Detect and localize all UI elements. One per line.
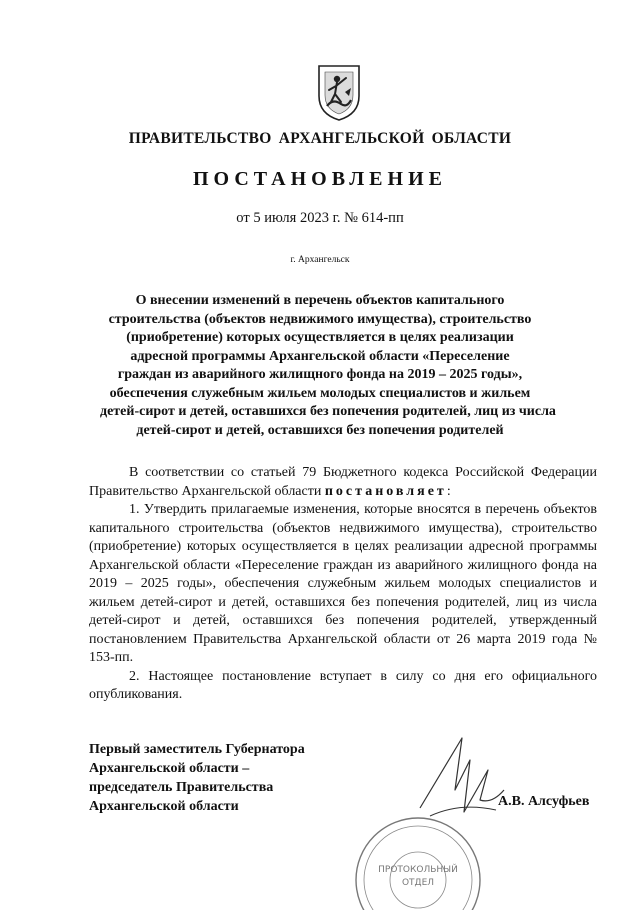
official-stamp [340, 800, 490, 910]
intro-end: : [446, 483, 451, 499]
position-line: Первый заместитель Губернатора [89, 742, 305, 757]
stamp-text-1: ПРОТОКОЛЬНЫЙ [378, 865, 458, 875]
signatory-position [89, 740, 305, 816]
heading-line: адресной программы Архангельской области «Переселение [130, 348, 510, 364]
heading-line: (приобретение) которых осуществляется в целях реализации [126, 330, 514, 345]
resolves-word: постановляет [324, 483, 447, 499]
signatory-name: А.В. Алсуфьев [498, 794, 590, 809]
heading-line: детей-сирот и детей, оставшихся без попечения родителей, лиц из числа [100, 404, 556, 419]
document-heading [100, 292, 556, 440]
document-body [89, 464, 597, 705]
position-line: Архангельской области – [89, 761, 250, 776]
heading-line: строительства (объектов недвижимого имущества), строительство [108, 311, 532, 327]
heading-line: О внесении изменений в перечень объектов капитального [135, 293, 505, 308]
item-2-paragraph: 2. Настоящее постановление вступает в силу со дня его официального опубликования. [89, 668, 597, 702]
heading-line: обеспечения служебным жильем молодых специалистов и жильем [109, 385, 531, 401]
position-line: Архангельской области [89, 799, 239, 814]
heading-line: граждан из аварийного жилищного фонда на 2019 – 2025 годы», [117, 367, 523, 382]
intro-text: В соответствии со статьей 79 Бюджетного кодекса Российской Федерации Правительство Архангельской области [89, 465, 597, 499]
document-date-number: от 5 июля 2023 г. № 614-пп [236, 210, 404, 226]
position-line: председатель Правительства [89, 780, 274, 795]
document-type-title: ПОСТАНОВЛЕНИЕ [193, 168, 447, 190]
coat-of-arms-emblem [315, 62, 363, 122]
government-title: ПРАВИТЕЛЬСТВО АРХАНГЕЛЬСКОЙ ОБЛАСТИ [128, 130, 512, 147]
item-1-paragraph: 1. Утвердить прилагаемые изменения, которые вносятся в перечень объектов капитального строительства (объектов недвижимого имущества), строительство (приобретение) которых осуществляется в целях реализации адресной программы Архангельской области «Переселение граждан из аварийного жилищного фонда на 2019 – 2025 годы», обеспечения служебным жильем молодых специалистов и жильем детей-сирот и детей, оставшихся без попечения родителей, лиц из числа детей-сирот и детей, оставшихся без попечения родителей, утвержденный постановлением Правительства Архангельской области от 26 марта 2019 года № 153-пп. [89, 502, 597, 665]
intro-paragraph [89, 464, 597, 501]
heading-line: детей-сирот и детей, оставшихся без попечения родителей [136, 422, 504, 438]
stamp-text-2: ОТДЕЛ [401, 878, 435, 888]
document-city: г. Архангельск [290, 255, 350, 265]
